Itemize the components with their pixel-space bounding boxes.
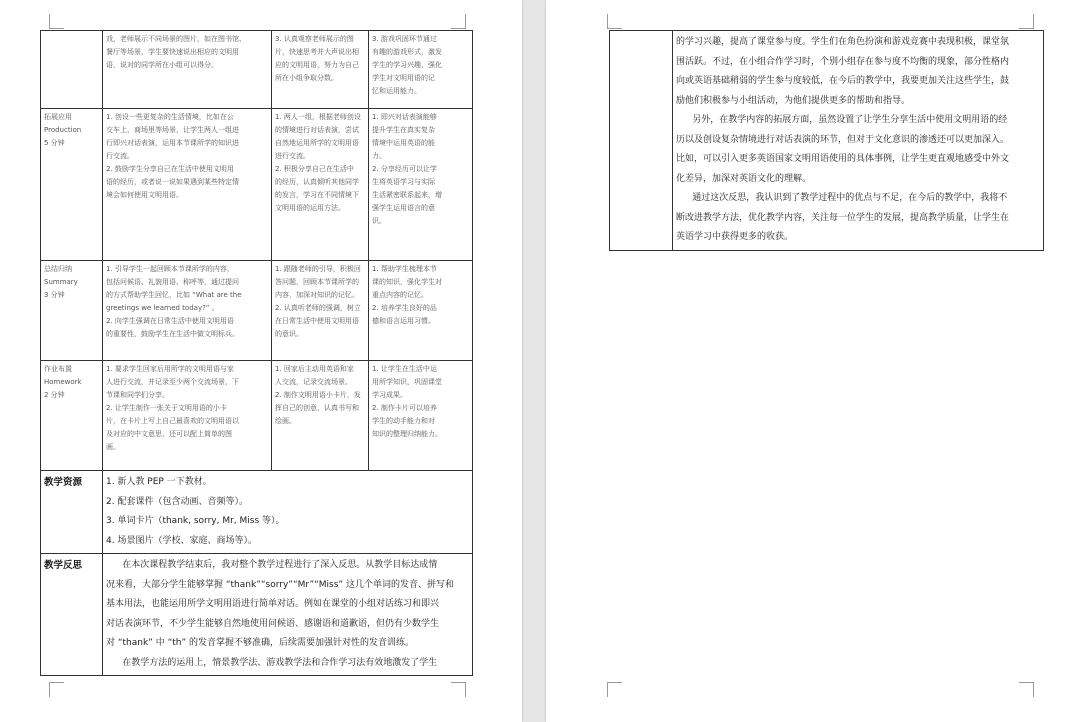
text-line: 作业布置 — [44, 365, 72, 373]
text-line: Summary — [44, 278, 78, 286]
text-line: 的情境进行对话表演，尝试 — [275, 126, 359, 134]
reflection-content — [103, 554, 473, 676]
text-line: 餐厅等场景，学生要快速说出相应的文明用 — [106, 48, 239, 56]
cell-student — [272, 361, 369, 471]
text-line: 2. 鼓励学生分享自己在生活中使用文明用 — [106, 165, 234, 173]
text-line: 对话表演环节，不少学生能够自然地使用问候语、感谢语和道歉语，但仍有少数学生 — [106, 618, 440, 629]
text-line: 3. 认真观察老师展示的图 — [275, 35, 354, 43]
resources-label: 教学资源 — [41, 471, 103, 554]
text-line: 画。 — [106, 443, 120, 451]
cell-label — [41, 361, 103, 471]
text-line: 1. 即兴对话表演能够 — [372, 113, 437, 121]
text-line: 2. 分享经历可以让学 — [372, 165, 437, 173]
text-line: 语的经历，或者说一说如果遇到某些特定情 — [106, 178, 239, 186]
text-line: 识。 — [372, 217, 386, 225]
crop-mark — [607, 14, 622, 29]
text-line: 及对应的中文意思，还可以配上简单的图 — [106, 430, 232, 438]
document-page-right — [546, 0, 1080, 722]
cell-purpose — [369, 31, 473, 109]
text-line: 1. 要求学生回家后用所学的文明用语与家 — [106, 365, 234, 373]
cell-teacher — [103, 261, 272, 361]
text-line: 交车上、商场里等场景，让学生两人一组进 — [106, 126, 239, 134]
text-line: 1. 帮助学生梳理本节 — [372, 265, 437, 273]
crop-mark — [49, 682, 64, 697]
text-line: 情境中运用英语的能 — [372, 139, 435, 147]
text-line: greetings we learned today?” 。 — [106, 304, 219, 312]
cell-purpose — [369, 361, 473, 471]
text-line: 对 “thank” 中 “th” 的发音掌握不够准确，后续需要加强针对性的发音训练。 — [106, 638, 414, 648]
crop-mark — [451, 682, 466, 697]
lesson-plan-table — [40, 30, 473, 676]
text-line: 德和语言运用习惯。 — [372, 317, 435, 325]
text-line: 有趣的游戏形式，激发 — [372, 48, 442, 56]
text-line: 的意识。 — [275, 330, 303, 338]
crop-mark — [49, 14, 64, 29]
text-line: 1. 回家后主动用英语和家 — [275, 365, 354, 373]
text-line: 历以及创设复杂情境进行对话表演的环节，但对于文化意识的渗透还可以更加深入。 — [676, 134, 1010, 145]
text-line: 2. 培养学生良好的品 — [372, 304, 437, 312]
activity-row — [41, 109, 473, 261]
text-line: 生将英语学习与实际 — [372, 178, 435, 186]
text-line: 另外，在教学内容的拓展方面，虽然设置了让学生分享生活中使用文明用语的经 — [692, 115, 1008, 125]
text-line: 2. 让学生制作一张关于文明用语的小卡 — [106, 404, 227, 412]
text-line: 在本次课程教学结束后，我对整个教学过程进行了深入反思。从教学目标达成情 — [122, 560, 438, 570]
cell-purpose — [369, 261, 473, 361]
text-line: 应的文明用语，努力为自己 — [275, 61, 359, 69]
reflection-continued-label-cell — [610, 31, 673, 251]
text-line: 3 分钟 — [44, 291, 65, 299]
crop-mark — [451, 14, 466, 29]
text-line: 2. 认真听老师的强调，树立 — [275, 304, 361, 312]
text-line: 学习成果。 — [372, 391, 407, 399]
text-line: 文明用语的运用方法。 — [275, 204, 345, 212]
cell-student — [272, 261, 369, 361]
text-line: 比如，可以引入更多英语国家文明用语使用的具体事例，让学生更直观地感受中外文 — [676, 154, 1010, 164]
crop-mark — [607, 682, 622, 697]
cell-label — [41, 261, 103, 361]
text-line: 总结归纳 — [44, 265, 72, 273]
text-line: 5 分钟 — [44, 139, 65, 147]
text-line: 2. 配套课件（包含动画、音频等）。 — [106, 496, 248, 507]
text-line: 进行交流。 — [275, 152, 310, 160]
text-line: 1. 让学生在生活中运 — [372, 365, 437, 373]
text-line: 3. 游戏巩固环节通过 — [372, 35, 437, 43]
text-line: 2 分钟 — [44, 391, 65, 399]
text-line: 拓展应用 — [44, 113, 72, 121]
text-line: 自然地运用所学的文明用语 — [275, 139, 359, 147]
text-line: Production — [44, 126, 82, 134]
text-line: 人进行交流，并记录至少两个交流场景，下 — [106, 378, 239, 386]
text-line: 围活跃。不过，在小组合作学习时，个别小组存在参与度不均衡的现象，部分性格内 — [676, 56, 1010, 67]
text-line: 绘画。 — [275, 417, 296, 425]
text-line: 力。 — [372, 152, 386, 160]
activity-row — [41, 261, 473, 361]
text-line: 提升学生在真实复杂 — [372, 126, 435, 134]
activity-row — [41, 361, 473, 471]
reflection-row — [41, 554, 473, 676]
text-line: 况来看，大部分学生能够掌握 “thank”“sorry”“Mr”“Miss” 这几个单词的发音、拼写和 — [106, 579, 454, 590]
text-line: 节课和同学们分享。 — [106, 391, 169, 399]
text-line: 1. 新人教 PEP 一下教材。 — [106, 477, 212, 487]
text-line: 通过这次反思，我认识到了教学过程中的优点与不足，在今后的教学中，我将不 — [692, 193, 1008, 203]
text-line: 境会如何使用文明用语。 — [106, 191, 183, 199]
text-line: 挥自己的创意，认真书写和 — [275, 404, 359, 412]
text-line: 2. 制作卡片可以培养 — [372, 404, 437, 412]
text-line: 1. 引导学生一起回顾本节课所学的内容， — [106, 265, 234, 273]
crop-mark — [1019, 682, 1034, 697]
resources-content — [103, 471, 473, 554]
text-line: 所在小组争取分数。 — [275, 74, 338, 82]
text-line: 语，说对的同学所在小组可以得分。 — [106, 61, 218, 69]
text-line: 包括问候语、礼貌用语、称呼等，通过提问 — [106, 278, 239, 286]
text-line: 3. 单词卡片（thank, sorry, Mr, Miss 等）。 — [106, 516, 285, 526]
text-line: 基本用法，也能运用所学文明用语进行简单对话。例如在课堂的小组对话练习和即兴 — [106, 599, 440, 609]
text-line: 人交流，记录交流场景。 — [275, 378, 352, 386]
text-line: 戏，老师展示不同场景的图片，如在图书馆、 — [106, 35, 246, 43]
text-line: 片，快速思考并大声说出相 — [275, 48, 359, 56]
text-line: Homework — [44, 378, 82, 386]
text-line: 行交流。 — [106, 152, 134, 160]
text-line: 化差异，加深对英语文化的理解。 — [676, 173, 812, 184]
text-line: 1. 创设一些更复杂的生活情境，比如在公 — [106, 113, 234, 121]
text-line: 学生的动手能力和对 — [372, 417, 435, 425]
reflection-continued-content — [673, 31, 1044, 251]
text-line: 内容，加深对知识的记忆。 — [275, 291, 359, 299]
text-line: 的重要性，鼓励学生在生活中做文明标兵。 — [106, 330, 239, 338]
reflection-continued-table — [609, 30, 1044, 251]
cell-teacher — [103, 109, 272, 261]
text-line: 向或英语基础稍弱的学生参与度较低，在今后的教学中，我要更加关注这些学生，鼓 — [676, 76, 1010, 86]
text-line: 强学生运用语言的意 — [372, 204, 435, 212]
text-line: 2. 积极分享自己在生活中 — [275, 165, 354, 173]
text-line: 答问题，回顾本节课所学的 — [275, 278, 359, 286]
reflection-label: 教学反思 — [41, 554, 103, 676]
crop-mark — [1019, 14, 1034, 29]
cell-purpose — [369, 109, 473, 261]
text-line: 的学习兴趣，提高了课堂参与度。学生们在角色扮演和游戏竞赛中表现积极，课堂氛 — [676, 37, 1010, 47]
cell-student — [272, 31, 369, 109]
document-page-left — [0, 0, 522, 722]
resources-row — [41, 471, 473, 554]
text-line: 用所学知识，巩固课堂 — [372, 378, 442, 386]
text-line: 2. 制作文明用语小卡片，发 — [275, 391, 361, 399]
cell-student — [272, 109, 369, 261]
text-line: 1. 跟随老师的引导，积极回 — [275, 265, 361, 273]
text-line: 4. 场景图片（学校、家庭、商场等）。 — [106, 535, 257, 546]
text-line: 知识的整理归纳能力。 — [372, 430, 442, 438]
text-line: 励他们积极参与小组活动，为他们提供更多的帮助和指导。 — [676, 95, 911, 106]
text-line: 学生对文明用语的记 — [372, 74, 435, 82]
text-line: 课的知识，强化学生对 — [372, 278, 442, 286]
text-line: 英语学习中获得更多的收获。 — [676, 232, 794, 242]
text-line: 2. 向学生强调在日常生活中使用文明用语 — [106, 317, 234, 325]
cell-label — [41, 31, 103, 109]
text-line: 学生的学习兴趣，强化 — [372, 61, 442, 69]
text-line: 断改进教学方法，优化教学内容，关注每一位学生的发展，提高教学质量，让学生在 — [676, 212, 1010, 223]
text-line: 的方式帮助学生回忆，比如 “What are the — [106, 291, 242, 299]
text-line: 重点内容的记忆。 — [372, 291, 428, 299]
cell-teacher — [103, 361, 272, 471]
text-line: 生活紧密联系起来，增 — [372, 191, 442, 199]
cell-label — [41, 109, 103, 261]
text-line: 的发言，学习在不同情境下 — [275, 191, 359, 199]
text-line: 行即兴对话表演，运用本节课所学的知识进 — [106, 139, 239, 147]
cell-teacher — [103, 31, 272, 109]
activity-row — [41, 31, 473, 109]
reflection-continued-row — [610, 31, 1044, 251]
text-line: 在日常生活中使用文明用语 — [275, 317, 359, 325]
text-line: 忆和运用能力。 — [372, 87, 421, 95]
text-line: 的经历，认真倾听其他同学 — [275, 178, 359, 186]
text-line: 在教学方法的运用上，情景教学法、游戏教学法和合作学习法有效地激发了学生 — [122, 657, 438, 668]
text-line: 1. 两人一组，根据老师创设 — [275, 113, 361, 121]
text-line: 片，在卡片上写上自己最喜欢的文明用语以 — [106, 417, 239, 425]
